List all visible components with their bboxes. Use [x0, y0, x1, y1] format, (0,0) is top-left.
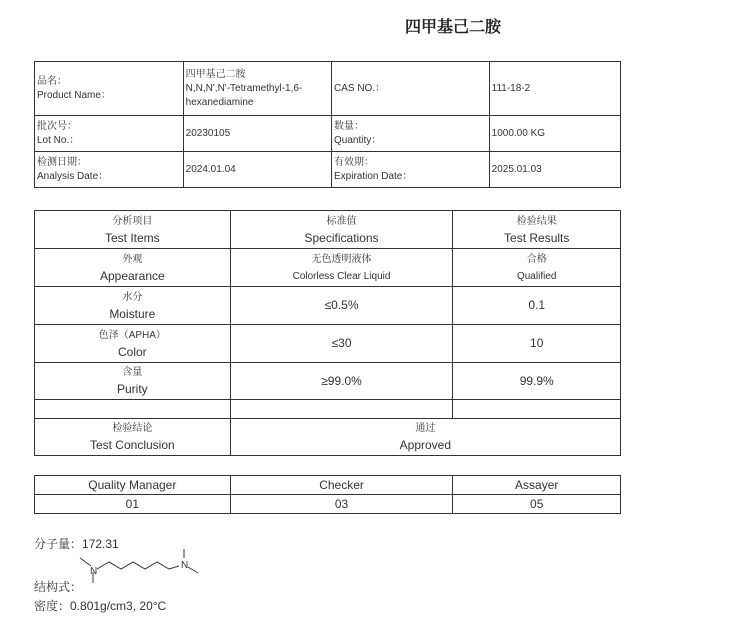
row-spec-en: Colorless Clear Liquid: [292, 270, 391, 282]
product-name-value: [183, 62, 331, 116]
row-result-cn: 合格: [526, 253, 547, 265]
header-test-items: [35, 211, 231, 249]
assayer-header: Assayer: [453, 476, 621, 495]
lot-label-en: Lot No.：: [37, 134, 80, 146]
signature-table: [34, 475, 621, 514]
row-item-en: Color: [117, 344, 147, 359]
empty-row: [35, 400, 621, 419]
conclusion-label: [35, 419, 231, 456]
structure-label: 结构式：: [34, 580, 83, 594]
row-result: [453, 249, 621, 287]
row-spec: ≤30: [230, 325, 453, 363]
header-result-en: Test Results: [504, 230, 570, 245]
row-spec: [230, 249, 453, 287]
row-item-cn: 色泽（APHA）: [98, 329, 166, 341]
row-result: 10: [453, 325, 621, 363]
header-result-cn: 检验结果: [516, 215, 557, 227]
checker-value: 03: [230, 495, 453, 514]
header-test-results: [453, 211, 621, 249]
conclusion-label-en: Test Conclusion: [89, 438, 175, 452]
analysis-date-label: [35, 152, 184, 188]
row-item-cn: 水分: [122, 291, 143, 303]
row-result: 0.1: [453, 287, 621, 325]
row-item: [35, 325, 231, 363]
quality-manager-header: Quality Manager: [35, 476, 231, 495]
product-name-label: [35, 62, 184, 116]
conclusion-label-cn: 检验结论: [112, 423, 153, 434]
signature-value-row: [35, 495, 621, 514]
conclusion-value-en: Approved: [399, 438, 452, 452]
header-specifications: [230, 211, 453, 249]
document-title: 四甲基己二胺: [405, 17, 502, 36]
structural-formula-diagram: [78, 548, 200, 588]
conclusion-row: [35, 419, 621, 456]
molecular-weight-label: 分子量：: [34, 537, 83, 551]
row-item: [35, 249, 231, 287]
expiration-date-value: 2025.01.03: [489, 152, 620, 188]
quantity-label-en: Quantity：: [333, 134, 382, 146]
row-item: [35, 363, 231, 400]
checker-header: Checker: [230, 476, 453, 495]
lot-label-cn: 批次号：: [37, 120, 77, 132]
quality-manager-value: 01: [35, 495, 231, 514]
row-item: [35, 287, 231, 325]
header-spec-cn: 标准值: [326, 215, 357, 227]
lot-value: 20230105: [183, 116, 331, 152]
row-item-en: Moisture: [109, 306, 156, 321]
density: [34, 597, 166, 614]
row-result-en: Qualified: [516, 270, 557, 282]
expiration-date-label-cn: 有效期：: [333, 156, 374, 168]
nitrogen-atom-right: N: [181, 560, 189, 571]
row-spec: ≤0.5%: [230, 287, 453, 325]
lot-label: [35, 116, 184, 152]
conclusion-value-cn: 通过: [415, 423, 436, 434]
conclusion-value: [230, 419, 620, 456]
product-name-en-2: hexanediamine: [185, 96, 254, 108]
row-item-cn: 外观: [122, 253, 143, 265]
header-test-items-en: Test Items: [104, 230, 160, 245]
test-results-table: [34, 210, 621, 456]
quantity-label-cn: 数量：: [333, 120, 364, 132]
expiration-date-label-en: Expiration Date：: [333, 170, 413, 182]
assayer-value: 05: [453, 495, 621, 514]
expiration-date-label: [331, 152, 489, 188]
row-item-en: Appearance: [99, 268, 165, 283]
row-spec: ≥99.0%: [230, 363, 453, 400]
product-name-label-cn: 品名：: [37, 75, 67, 87]
cas-label: CAS NO.：: [331, 62, 489, 116]
product-name-label-en: Product Name：: [37, 89, 111, 101]
product-name-cn: 四甲基己二胺: [185, 68, 246, 80]
nitrogen-atom-left: N: [90, 566, 98, 577]
quantity-label: [331, 116, 489, 152]
product-name-en-1: N,N,N',N'-Tetramethyl-1,6-: [185, 82, 303, 94]
row-item-cn: 含量: [122, 367, 143, 378]
table-header-row: [35, 211, 621, 249]
table-row: [35, 325, 621, 363]
cas-value: 111-18-2: [489, 62, 620, 116]
molecular-weight-value: 172.31: [82, 537, 119, 551]
density-label: 密度：: [34, 599, 71, 613]
header-spec-en: Specifications: [304, 230, 379, 245]
empty-cell: [453, 400, 621, 419]
row-result: 99.9%: [453, 363, 621, 400]
analysis-date-label-cn: 检测日期：: [37, 156, 87, 168]
product-info-table: [34, 61, 621, 188]
analysis-date-label-en: Analysis Date：: [37, 170, 109, 182]
table-row: [35, 249, 621, 287]
signature-header-row: [35, 476, 621, 495]
quantity-value: 1000.00 KG: [489, 116, 620, 152]
empty-cell: [35, 400, 231, 419]
row-spec-cn: 无色透明液体: [311, 253, 372, 265]
row-item-en: Purity: [116, 382, 148, 396]
header-test-items-cn: 分析项目: [112, 215, 153, 227]
analysis-date-value: 2024.01.04: [183, 152, 331, 188]
table-row: [35, 363, 621, 400]
density-value: 0.801g/cm3, 20°C: [70, 599, 167, 613]
table-row: [35, 287, 621, 325]
empty-cell: [230, 400, 453, 419]
